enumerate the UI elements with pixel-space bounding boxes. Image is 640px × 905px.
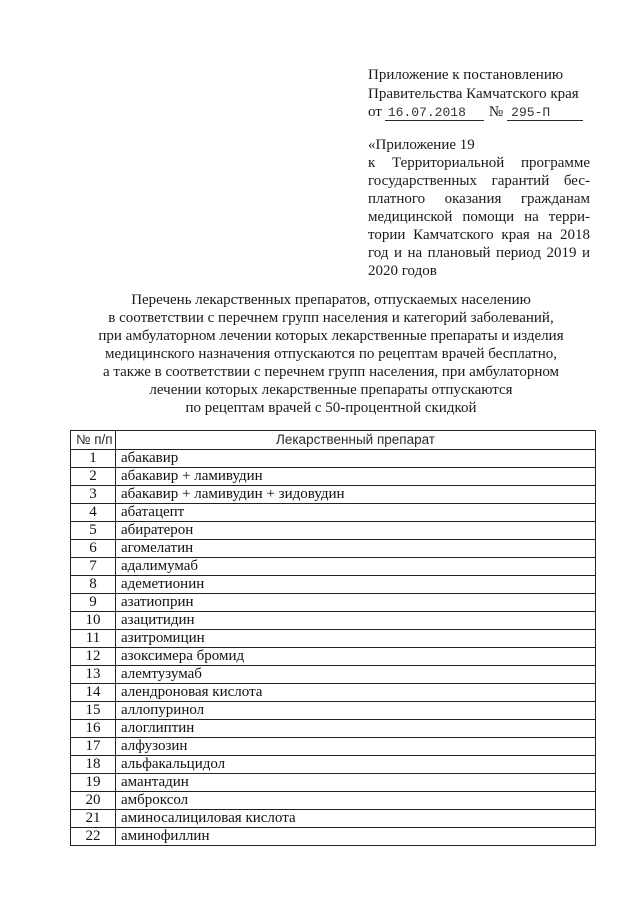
resolution-date: 16.07.2018 <box>387 105 466 120</box>
table-row <box>71 612 596 630</box>
appendix-note-line: «Приложение 19 <box>368 137 475 153</box>
row-number-cell: 14 <box>71 684 116 702</box>
row-number-cell: 20 <box>71 792 116 810</box>
drug-name-cell: абатацепт <box>116 504 596 522</box>
column-header-number: № п/п <box>71 431 116 450</box>
column-header-drug: Лекарственный препарат <box>116 431 596 450</box>
table-row <box>71 558 596 576</box>
table-row <box>71 468 596 486</box>
drug-name-cell: алоглиптин <box>116 720 596 738</box>
table-header-row <box>71 431 596 450</box>
list-title-line: по рецептам врачей с 50-процентной скидкой <box>185 400 477 416</box>
table-row <box>71 630 596 648</box>
drug-name-cell: амантадин <box>116 774 596 792</box>
appendix-note-line: к Территориальной программе <box>368 155 590 171</box>
row-number-cell: 18 <box>71 756 116 774</box>
list-title-line: а также в соответствии с перечнем групп населения, при амбулаторном <box>102 364 560 380</box>
row-number-cell: 3 <box>71 486 116 504</box>
row-number-cell: 11 <box>71 630 116 648</box>
drug-name-cell: алендроновая кислота <box>116 684 596 702</box>
table-row <box>71 666 596 684</box>
resolution-date-field <box>385 105 484 121</box>
drug-name-cell: альфакальцидол <box>116 756 596 774</box>
row-number-cell: 19 <box>71 774 116 792</box>
row-number-cell: 1 <box>71 450 116 468</box>
row-number-cell: 16 <box>71 720 116 738</box>
table-row <box>71 720 596 738</box>
resolution-number-field <box>507 105 583 121</box>
list-title-line: при амбулаторном лечении которых лекарственные препараты и изделия <box>98 328 564 344</box>
table-row <box>71 648 596 666</box>
drug-name-cell: абакавир <box>116 450 596 468</box>
resolution-date-prefix: от <box>368 104 382 120</box>
drug-name-cell: алфузозин <box>116 738 596 756</box>
drug-name-cell: абиратерон <box>116 522 596 540</box>
drug-name-cell: алемтузумаб <box>116 666 596 684</box>
row-number-cell: 2 <box>71 468 116 486</box>
list-title-line: медицинского назначения отпускаются по рецептам врачей бесплатно, <box>105 346 557 362</box>
drug-name-cell: абакавир + ламивудин <box>116 468 596 486</box>
list-title-line: Перечень лекарственных препаратов, отпускаемых населению <box>131 292 531 308</box>
list-title-line: лечении которых лекарственные препараты отпускаются <box>149 382 513 398</box>
row-number-cell: 9 <box>71 594 116 612</box>
row-number-cell: 17 <box>71 738 116 756</box>
appendix-note-line: 2020 годов <box>368 263 437 279</box>
drug-table <box>70 430 596 846</box>
drug-name-cell: амброксол <box>116 792 596 810</box>
table-row <box>71 774 596 792</box>
row-number-cell: 8 <box>71 576 116 594</box>
drug-name-cell: аминосалициловая кислота <box>116 810 596 828</box>
drug-name-cell: адалимумаб <box>116 558 596 576</box>
row-number-cell: 6 <box>71 540 116 558</box>
table-header <box>71 431 596 450</box>
row-number-cell: 13 <box>71 666 116 684</box>
table-row <box>71 450 596 468</box>
table-row <box>71 828 596 846</box>
resolution-number-prefix: № <box>488 104 504 120</box>
row-number-cell: 10 <box>71 612 116 630</box>
row-number-cell: 22 <box>71 828 116 846</box>
drug-name-cell: азитромицин <box>116 630 596 648</box>
table-row <box>71 576 596 594</box>
resolution-reference-line: Правительства Камчатского края <box>368 85 579 102</box>
drug-name-cell: азоксимера бромид <box>116 648 596 666</box>
resolution-reference-line: Приложение к постановлению <box>368 67 564 83</box>
drug-name-cell: аминофиллин <box>116 828 596 846</box>
appendix-note-line: платного оказания гражданам <box>368 191 590 207</box>
appendix-note-line: тории Камчатского края на 2018 <box>368 227 590 243</box>
resolution-number: 295-П <box>511 105 551 120</box>
row-number-cell: 12 <box>71 648 116 666</box>
resolution-date-line <box>368 103 583 122</box>
appendix-note <box>368 136 590 280</box>
table-row <box>71 756 596 774</box>
appendix-note-line: медицинской помощи на терри- <box>368 209 590 225</box>
drug-name-cell: агомелатин <box>116 540 596 558</box>
table-row <box>71 684 596 702</box>
table-row <box>71 738 596 756</box>
drug-name-cell: абакавир + ламивудин + зидовудин <box>116 486 596 504</box>
table-row <box>71 540 596 558</box>
table-row <box>71 594 596 612</box>
drug-name-cell: азатиоприн <box>116 594 596 612</box>
table-row <box>71 504 596 522</box>
drug-name-cell: адеметионин <box>116 576 596 594</box>
table-row <box>71 486 596 504</box>
table-row <box>71 522 596 540</box>
appendix-note-line: государственных гарантий бес- <box>368 173 590 189</box>
table-body <box>71 450 596 846</box>
appendix-note-line: год и на плановый период 2019 и <box>368 245 590 261</box>
list-title-line: в соответствии с перечнем групп населения и категорий заболеваний, <box>108 310 554 326</box>
drug-name-cell: азацитидин <box>116 612 596 630</box>
row-number-cell: 5 <box>71 522 116 540</box>
drug-name-cell: аллопуринол <box>116 702 596 720</box>
row-number-cell: 7 <box>71 558 116 576</box>
list-title <box>60 291 602 417</box>
row-number-cell: 4 <box>71 504 116 522</box>
resolution-reference <box>368 66 583 122</box>
table-row <box>71 702 596 720</box>
table-row <box>71 810 596 828</box>
row-number-cell: 15 <box>71 702 116 720</box>
row-number-cell: 21 <box>71 810 116 828</box>
table-row <box>71 792 596 810</box>
